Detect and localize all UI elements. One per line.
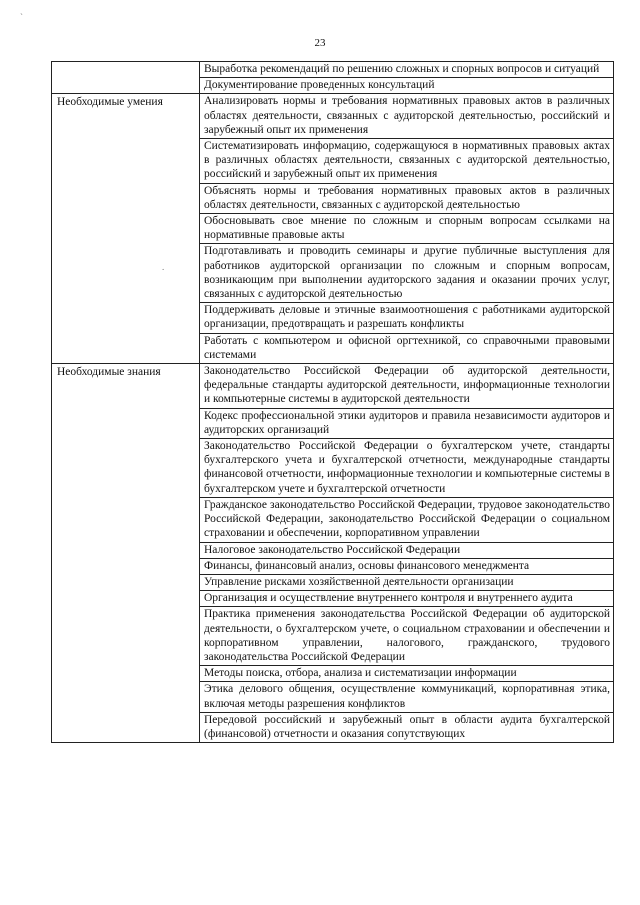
table-cell-text: Этика делового общения, осуществление коммуникаций, корпоративная этика, включая методы разрешения конфликтов [200,682,614,712]
table-cell-text: Анализировать нормы и требования нормативных правовых актов в различных областях деятельности, связанных с аудиторской деятельностью, российский и зарубежный опыт их применения [200,94,614,139]
table-cell-text: Обосновывать свое мнение по сложным и спорным вопросам ссылками на нормативные правовые акты [200,214,614,244]
table-cell-text: Кодекс профессиональной этики аудиторов и правила независимости аудиторов и аудиторских организаций [200,408,614,438]
table-row [52,94,614,139]
row-group-label: Необходимые знания [52,364,200,743]
table-row [52,62,614,78]
table-cell-text: Документирование проведенных консультаций [200,78,614,94]
table-cell-text: Законодательство Российской Федерации об аудиторской деятельности, федеральные стандарты аудиторской деятельности, информационные технологии и компьютерные системы в аудиторской деятельности [200,364,614,409]
table-cell-text: Систематизировать информацию, содержащуюся в нормативных правовых актах в различных областях деятельности, связанных с аудиторской деятельностью, российский и зарубежный опыт их применения [200,139,614,184]
table-row [52,364,614,409]
row-group-label: Необходимые умения [52,94,200,364]
table-cell-text: Практика применения законодательства Российской Федерации об аудиторской деятельности, о бухгалтерском учете, о социальном страховании и обеспечении и корпоративном управлении, налогового, гражданского, трудового законодательства Российской Федерации [200,607,614,666]
table-cell-text: Методы поиска, отбора, анализа и систематизации информации [200,666,614,682]
margin-tick-top: ˋ [20,12,23,22]
table-cell-text: Организация и осуществление внутреннего контроля и внутреннего аудита [200,591,614,607]
table-cell-text: Объяснять нормы и требования нормативных правовых актов в различных областях деятельности, связанных с аудиторской деятельностью [200,183,614,213]
table-cell-text: Финансы, финансовый анализ, основы финансового менеджмента [200,558,614,574]
table-cell-text: Законодательство Российской Федерации о бухгалтерском учете, стандарты бухгалтерского учета и бухгалтерской отчетности, международные стандарты финансовой отчетности, информационные технологии и компьютерные системы в бухгалтерском учете и бухгалтерской отчетности [200,439,614,498]
table-cell-text: Поддерживать деловые и этичные взаимоотношения с работниками аудиторской организации, предотвращать и разрешать конфликты [200,303,614,333]
table-cell-text: Подготавливать и проводить семинары и другие публичные выступления для работников аудиторской организации по сложным и спорным вопросам, возникающим при выполнении аудиторского задания и оказании прочих услуг, связанных с аудиторской деятельностью [200,244,614,303]
page-number: 23 [314,37,326,49]
table-cell-text: Гражданское законодательство Российской Федерации, трудовое законодательство Российской Федерации, законодательство Российской Федерации о социальном страховании и обеспечении, корпоративном управлении [200,497,614,542]
table-cell-text: Управление рисками хозяйственной деятельности организации [200,574,614,590]
table-cell-text: Выработка рекомендаций по решению сложных и спорных вопросов и ситуаций [200,62,614,78]
requirements-table-body [52,62,614,743]
requirements-table [51,61,614,743]
margin-tick-middle: . [162,262,165,272]
table-cell-text: Налоговое законодательство Российской Федерации [200,542,614,558]
row-group-label [52,62,200,94]
table-cell-text: Работать с компьютером и офисной оргтехникой, со справочными правовыми системами [200,333,614,363]
table-cell-text: Передовой российский и зарубежный опыт в области аудита бухгалтерской (финансовой) отчетности и оказания сопутствующих [200,712,614,742]
